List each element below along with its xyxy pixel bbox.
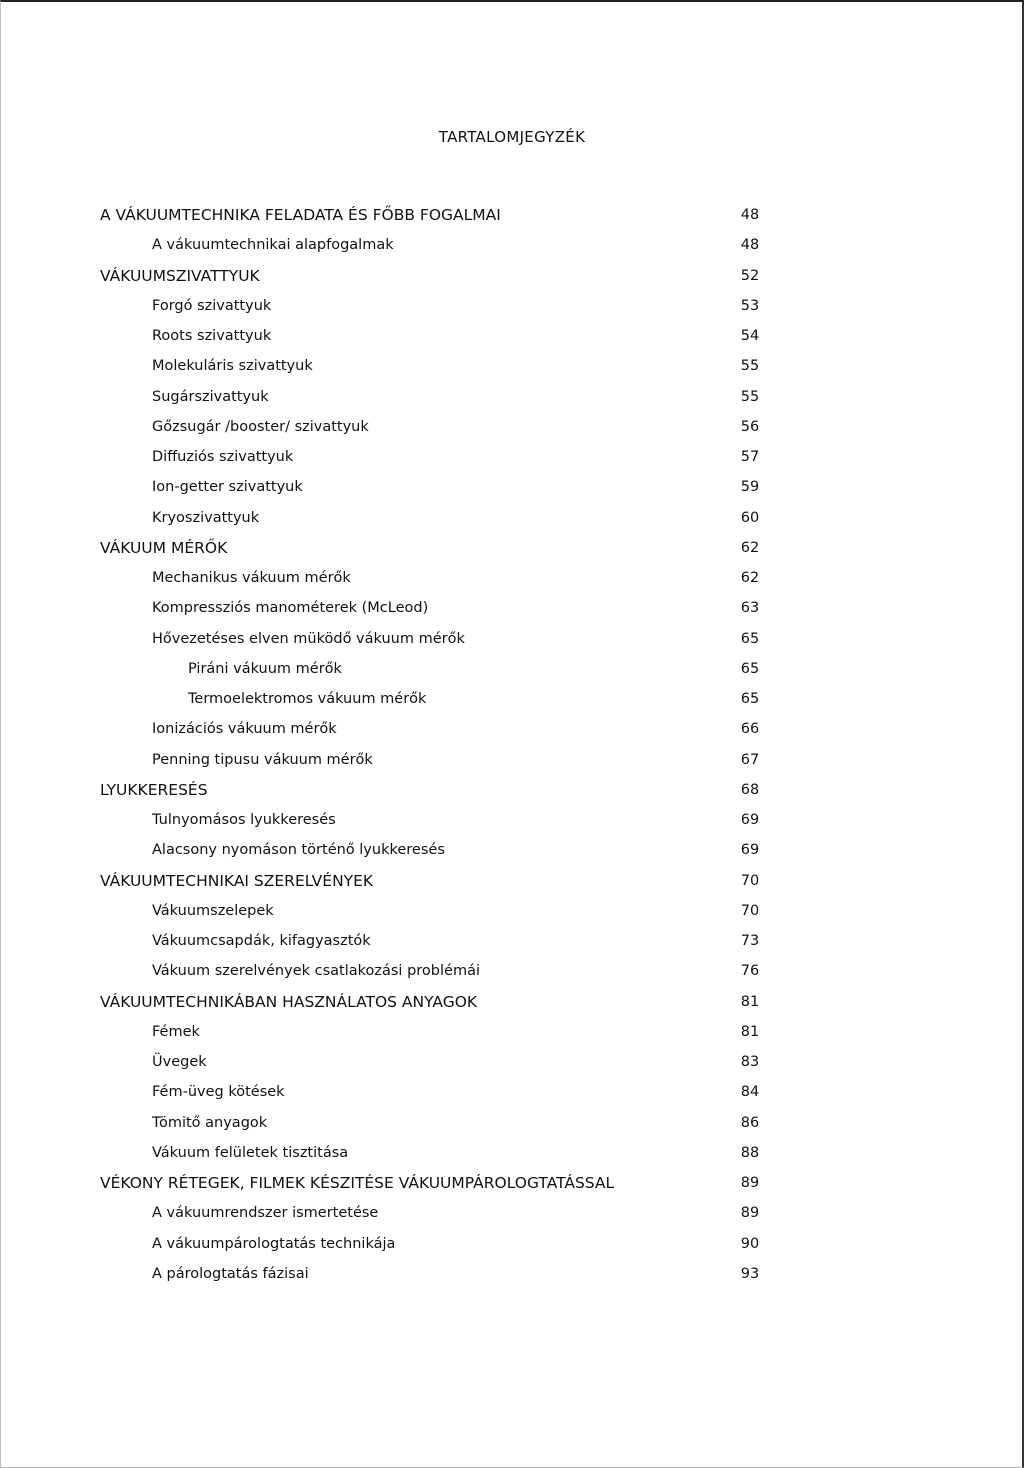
toc-subentry: [100, 684, 770, 714]
toc-page-number: 90: [740, 1235, 760, 1252]
toc-entry-label: Kompressziós manométerek (McLeod): [152, 600, 429, 617]
toc-entry-label: VÁKUUM MÉRŐK: [100, 538, 228, 557]
toc-subentry: [100, 835, 770, 865]
toc-subentry: [100, 472, 770, 502]
toc-subentry: [100, 805, 770, 835]
toc-page-number: 52: [740, 267, 760, 284]
toc-subentry: [100, 714, 770, 744]
toc-subentry: [100, 1138, 770, 1168]
toc-page-number: 55: [740, 358, 760, 375]
toc-entry-label: Gőzsugár /booster/ szivattyuk: [152, 418, 369, 435]
toc-entry-label: Vákuumcsapdák, kifagyasztók: [152, 933, 371, 949]
toc-entry-label: A VÁKUUMTECHNIKA FELADATA ÉS FŐBB FOGALMAI: [100, 206, 501, 224]
toc-page-number: 86: [740, 1114, 760, 1131]
toc-page-number: 55: [740, 388, 760, 405]
toc-page-number: 69: [740, 812, 760, 828]
toc-entry-label: VÁKUUMSZIVATTYUK: [100, 266, 260, 285]
toc-entry-label: A vákuumtechnikai alapfogalmak: [152, 237, 394, 254]
toc-entry-label: VÉKONY RÉTEGEK, FILMEK KÉSZITÉSE VÁKUUMPÁROLOGTATÁSSAL: [100, 1174, 615, 1192]
toc-page-number: 65: [740, 630, 760, 647]
toc-page-number: 54: [740, 328, 760, 344]
toc-subentry: [100, 624, 770, 654]
toc-subentry: [100, 563, 770, 593]
toc-subentry: [100, 230, 770, 260]
toc-entry-label: VÁKUUMTECHNIKÁBAN HASZNÁLATOS ANYAGOK: [100, 992, 478, 1011]
toc-subentry: [100, 503, 770, 533]
toc-section: [100, 533, 770, 563]
toc-page-number: 57: [740, 449, 760, 465]
toc-subentry: [100, 593, 770, 623]
toc-subentry: [100, 1259, 770, 1289]
toc-page-number: 48: [740, 207, 760, 223]
table-of-contents: [100, 200, 770, 1289]
toc-section: [100, 261, 770, 291]
toc-subentry: [100, 896, 770, 926]
toc-page-number: 73: [740, 933, 760, 949]
toc-entry-label: Tömitő anyagok: [152, 1114, 268, 1131]
toc-page-number: 59: [740, 479, 760, 496]
toc-subentry: [100, 745, 770, 775]
toc-entry-label: Fémek: [152, 1023, 200, 1040]
toc-page-number: 48: [740, 237, 760, 254]
toc-entry-label: VÁKUUMTECHNIKAI SZERELVÉNYEK: [100, 871, 374, 890]
toc-entry-label: A vákuumpárologtatás technikája: [152, 1235, 396, 1252]
toc-section: [100, 987, 770, 1017]
toc-entry-label: Molekuláris szivattyuk: [152, 358, 313, 375]
toc-entry-label: Forgó szivattyuk: [152, 297, 272, 314]
toc-subentry: [100, 291, 770, 321]
toc-page-number: 70: [740, 872, 760, 889]
toc-entry-label: Hővezetéses elven müködő vákuum mérők: [152, 630, 465, 647]
toc-subentry: [100, 1229, 770, 1259]
toc-subentry: [100, 1198, 770, 1228]
toc-entry-label: Kryoszivattyuk: [152, 509, 260, 526]
toc-subentry: [100, 382, 770, 412]
toc-entry-label: Fém-üveg kötések: [152, 1084, 285, 1101]
toc-entry-label: Penning tipusu vákuum mérők: [152, 751, 373, 768]
toc-entry-label: Vákuum felületek tisztitása: [152, 1144, 349, 1161]
toc-entry-label: Alacsony nyomáson történő lyukkeresés: [152, 842, 445, 859]
page-title: TARTALOMJEGYZÉK: [438, 128, 586, 146]
toc-page-number: 89: [740, 1175, 760, 1191]
toc-subentry: [100, 1047, 770, 1077]
toc-page-number: 69: [740, 842, 760, 859]
toc-entry-label: Termoelektromos vákuum mérők: [188, 691, 427, 707]
toc-section: [100, 775, 770, 805]
toc-page-number: 84: [740, 1084, 760, 1101]
toc-page-number: 93: [740, 1265, 760, 1282]
toc-entry-label: Mechanikus vákuum mérők: [152, 570, 351, 586]
toc-page-number: 65: [740, 691, 760, 707]
toc-subentry: [100, 1108, 770, 1138]
toc-entry-label: Piráni vákuum mérők: [188, 660, 342, 677]
toc-entry-label: A párologtatás fázisai: [152, 1265, 309, 1282]
toc-page-number: 88: [740, 1144, 760, 1161]
toc-subentry: [100, 412, 770, 442]
toc-page-number: 62: [740, 539, 760, 556]
toc-section: [100, 200, 770, 230]
toc-page-number: 62: [740, 570, 760, 586]
toc-page-number: 65: [740, 660, 760, 677]
toc-page-number: 89: [740, 1205, 760, 1222]
toc-subentry: [100, 926, 770, 956]
toc-entry-label: Vákuum szerelvények csatlakozási problémái: [152, 963, 480, 980]
toc-page-number: 76: [740, 963, 760, 980]
toc-subentry: [100, 956, 770, 986]
toc-section: [100, 866, 770, 896]
toc-page-number: 81: [740, 1023, 760, 1040]
toc-entry-label: Roots szivattyuk: [152, 328, 272, 344]
toc-subentry: [100, 1077, 770, 1107]
toc-subentry: [100, 1017, 770, 1047]
toc-section: [100, 1168, 770, 1198]
toc-entry-label: Ionizációs vákuum mérők: [152, 721, 337, 738]
toc-page-number: 68: [740, 781, 760, 798]
toc-page-number: 81: [740, 993, 760, 1010]
toc-entry-label: Tulnyomásos lyukkeresés: [152, 812, 336, 828]
toc-subentry: [100, 321, 770, 351]
toc-entry-label: Üvegek: [152, 1054, 207, 1070]
toc-page-number: 63: [740, 600, 760, 617]
toc-entry-label: Ion-getter szivattyuk: [152, 479, 303, 496]
toc-subentry: [100, 654, 770, 684]
toc-page-number: 83: [740, 1054, 760, 1070]
toc-page-number: 70: [740, 902, 760, 919]
toc-subentry: [100, 351, 770, 381]
toc-entry-label: A vákuumrendszer ismertetése: [152, 1205, 379, 1222]
toc-subentry: [100, 442, 770, 472]
toc-page-number: 67: [740, 751, 760, 768]
toc-page-number: 60: [740, 509, 760, 526]
toc-entry-label: LYUKKERESÉS: [100, 780, 208, 799]
toc-page-number: 53: [740, 297, 760, 314]
toc-entry-label: Sugárszivattyuk: [152, 388, 269, 405]
toc-entry-label: Vákuumszelepek: [152, 902, 274, 919]
toc-page-number: 66: [740, 721, 760, 738]
toc-page-number: 56: [740, 418, 760, 435]
toc-entry-label: Diffuziós szivattyuk: [152, 449, 294, 465]
